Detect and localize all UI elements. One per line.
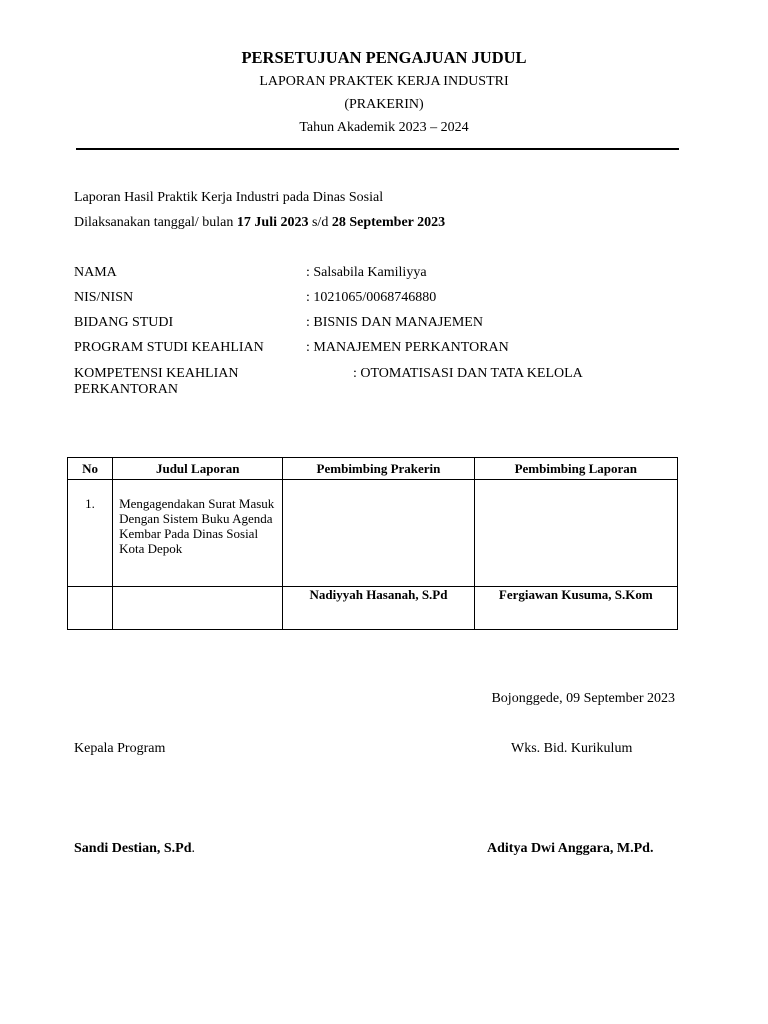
field-label-nama: NAMA: [74, 265, 117, 280]
field-value-bidang: : BISNIS DAN MANAJEMEN: [306, 315, 483, 330]
table-header-row: [68, 458, 678, 480]
right-signatory-name: Aditya Dwi Anggara, M.Pd.: [487, 841, 654, 856]
signature-space-prakerin: [283, 480, 474, 587]
empty-cell: [113, 587, 283, 630]
field-label-kompetensi-1: KOMPETENSI KEAHLIAN: [74, 366, 239, 381]
field-label-kompetensi-2: PERKANTORAN: [74, 382, 178, 397]
header-pembimbing-laporan: Pembimbing Laporan: [474, 458, 677, 480]
left-role: Kepala Program: [74, 741, 166, 756]
field-value-program: : MANAJEMEN PERKANTORAN: [306, 340, 509, 355]
table-row: [68, 480, 678, 587]
intro-prefix: Dilaksanakan tanggal/ bulan: [74, 215, 237, 230]
left-signatory: [74, 841, 195, 857]
subtitle-line-1: LAPORAN PRAKTEK KERJA INDUSTRI: [259, 74, 509, 89]
left-signatory-suffix: .: [191, 841, 195, 856]
left-signatory-name: Sandi Destian, S.Pd: [74, 841, 192, 856]
subtitle-line-2: (PRAKERIN): [344, 97, 424, 112]
header-judul: Judul Laporan: [113, 458, 283, 480]
pembimbing-prakerin-name: Nadiyyah Hasanah, S.Pd: [283, 587, 474, 630]
row-number: 1.: [68, 480, 113, 587]
intro-connector: s/d: [308, 215, 332, 230]
field-label-program: PROGRAM STUDI KEAHLIAN: [74, 340, 264, 355]
academic-year: Tahun Akademik 2023 – 2024: [299, 120, 469, 135]
field-value-nama: : Salsabila Kamiliyya: [306, 265, 427, 280]
date-start: 17 Juli 2023: [236, 215, 309, 230]
empty-cell: [68, 587, 113, 630]
table-row-names: [68, 587, 678, 630]
date-end: 28 September 2023: [331, 215, 446, 230]
judul-table: [67, 457, 678, 630]
intro-line-1: Laporan Hasil Praktik Kerja Industri pada Dinas Sosial: [74, 190, 384, 205]
document-title: PERSETUJUAN PENGAJUAN JUDUL: [241, 48, 527, 67]
header-no: No: [68, 458, 113, 480]
field-label-bidang: BIDANG STUDI: [74, 315, 174, 330]
intro-line-2: [74, 215, 445, 231]
row-judul: Mengagendakan Surat Masuk Dengan Sistem Buku Agenda Kembar Pada Dinas Sosial Kota Depok: [113, 480, 283, 587]
pembimbing-laporan-name: Fergiawan Kusuma, S.Kom: [474, 587, 677, 630]
field-value-nis: : 1021065/0068746880: [306, 290, 437, 305]
right-role: Wks. Bid. Kurikulum: [511, 741, 633, 756]
header-pembimbing-prakerin: Pembimbing Prakerin: [283, 458, 474, 480]
field-label-nis: NIS/NISN: [74, 290, 134, 305]
signature-space-laporan: [474, 480, 677, 587]
place-date: Bojonggede, 09 September 2023: [491, 691, 675, 706]
header-divider: [76, 148, 679, 150]
field-value-kompetensi: : OTOMATISASI DAN TATA KELOLA: [353, 366, 583, 381]
